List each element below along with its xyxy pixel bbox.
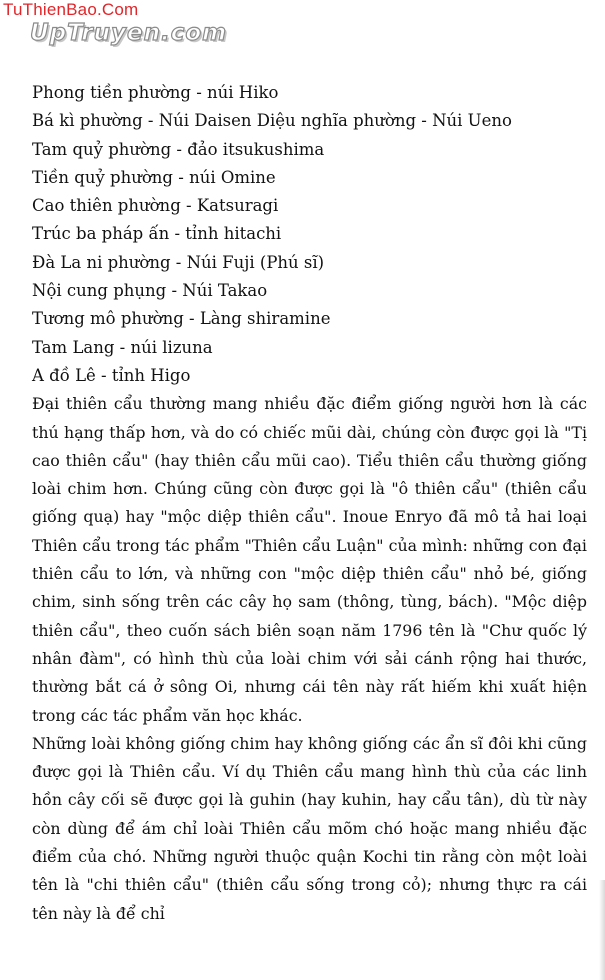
list-item: Đà La ni phường - Núi Fuji (Phú sĩ) (32, 252, 325, 272)
list-item: Tam quỷ phường - đảo itsukushima (32, 139, 325, 159)
paragraph: Những loài không giống chim hay không giống các ẩn sĩ đôi khi cũng được gọi là Thiên cẩu. Ví dụ Thiên cẩu mang hình thù của các linh hồn cây cối sẽ được gọi là guhin (hay kuhin, hay cẩu tân), dù từ này còn dùng để ám chỉ loài Thiên cẩu mõm chó hoặc mang nhiều đặc điểm của chó. Những người thuộc quận Kochi tin rằng còn một loài tên là "chi thiên cẩu" (thiên cẩu sống trong cỏ); nhưng thực ra cái tên này là để chỉ (32, 733, 587, 923)
list-item: Tương mô phường - Làng shiramine (32, 309, 331, 329)
page-edge-shadow (599, 880, 605, 980)
site-watermark: TuThienBao.Com (3, 0, 139, 19)
location-list (32, 79, 587, 390)
logo-watermark: UpTruyen.com (30, 20, 228, 46)
list-item: Tiền quỷ phường - núi Omine (32, 167, 276, 187)
paragraph: Đại thiên cẩu thường mang nhiều đặc điểm giống người hơn là các thú hạng thấp hơn, và do có chiếc mũi dài, chúng còn được gọi là "Tị cao thiên cẩu" (hay thiên cẩu mũi cao). Tiểu thiên cẩu thường giống loài chim hơn. Chúng cũng còn được gọi là "ô thiên cẩu" (thiên cẩu giống quạ) hay "mộc diệp thiên cẩu". Inoue Enryo đã mô tả hai loại Thiên cẩu trong tác phẩm "Thiên cẩu Luận" của mình: những con đại thiên cẩu to lớn, và những con "mộc diệp thiên cẩu" nhỏ bé, giống chim, sinh sống trên các cây họ sam (thông, tùng, bách). "Mộc diệp thiên cẩu", theo cuốn sách biên soạn năm 1796 tên là "Chư quốc lý nhân đàm", có hình thù của loài chim với sải cánh rộng hai thước, thường bắt cá ở sông Oi, nhưng cái tên này rất hiếm khi xuất hiện trong các tác phẩm văn học khác. (32, 394, 587, 725)
page-content (32, 79, 587, 928)
list-item: Tam Lang - núi lizuna (32, 337, 213, 357)
list-item: Bá kì phường - Núi Daisen Diệu nghĩa phường - Núi Ueno (32, 111, 512, 131)
list-item: Trúc ba pháp ấn - tỉnh hitachi (32, 224, 282, 244)
list-item: A đồ Lê - tỉnh Higo (32, 365, 191, 385)
list-item: Phong tiền phường - núi Hiko (32, 83, 279, 102)
list-item: Cao thiên phường - Katsuragi (32, 196, 279, 216)
list-item: Nội cung phụng - Núi Takao (32, 281, 268, 301)
